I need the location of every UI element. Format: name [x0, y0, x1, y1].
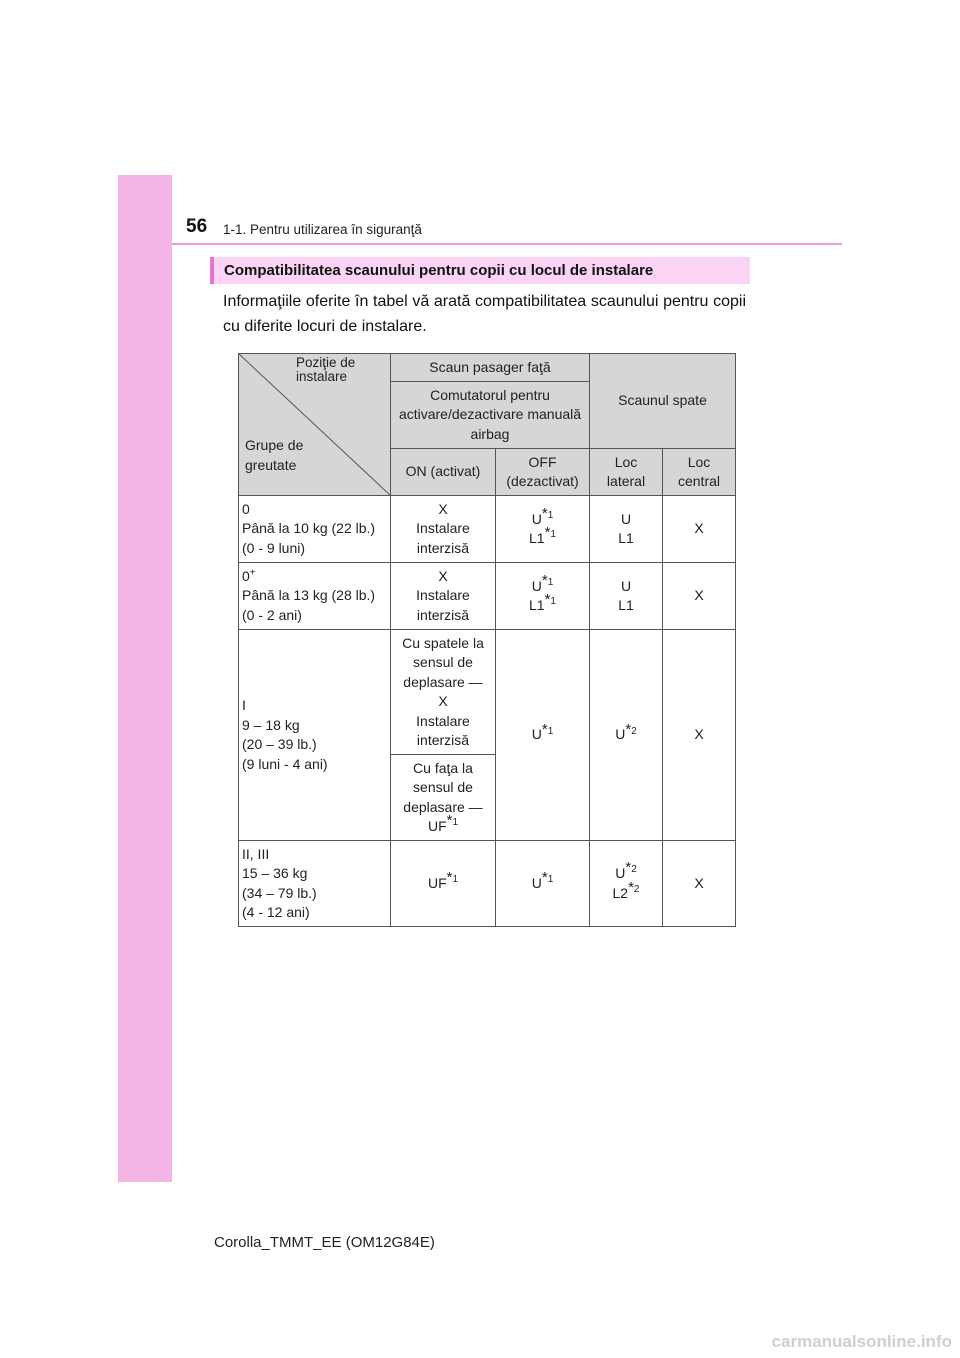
off-cell: $U^{*1}$ L1$^{*1}$: [496, 563, 590, 630]
on-forward-facing-cell: Cu faţa la sensul de deplasare — UF$^{*1}$: [391, 755, 496, 841]
table-row: [239, 563, 736, 630]
table-row: [239, 496, 736, 563]
header-divider: [172, 243, 842, 245]
group-cell: 0+ Până la 13 kg (28 lb.) (0 - 2 ani): [239, 563, 391, 630]
front-seat-header: Scaun pasager faţă: [391, 354, 590, 382]
off-cell: $U^{*1}$: [496, 630, 590, 841]
center-cell: X: [663, 563, 736, 630]
compatibility-table: [238, 353, 736, 927]
airbag-switch-header: Comutatorul pentru activare/dezactivare manuală airbag: [391, 382, 590, 449]
section-heading: Compatibilitatea scaunului pentru copii cu locul de instalare: [210, 257, 750, 284]
center-cell: X: [663, 841, 736, 927]
on-header: ON (activat): [391, 449, 496, 496]
group-cell: I 9 – 18 kg (20 – 39 lb.) (9 luni - 4 ani): [239, 630, 391, 841]
footer-model: Corolla_TMMT_EE (OM12G84E): [214, 1234, 435, 1251]
chapter-tab: [118, 175, 172, 1182]
on-cell: X Instalare interzisă: [391, 563, 496, 630]
off-cell: $U^{*1}$: [496, 841, 590, 927]
chapter-title: 1-1. Pentru utilizarea în siguranţă: [223, 222, 422, 237]
side-cell: U L1: [590, 496, 663, 563]
side-cell: $U^{*2}$ L2$^{*2}$: [590, 841, 663, 927]
table-corner-cell: [239, 354, 391, 496]
center-cell: X: [663, 496, 736, 563]
center-seat-header: Loc central: [663, 449, 736, 496]
center-cell: X: [663, 630, 736, 841]
table-row: [239, 841, 736, 927]
group-cell: 0 Până la 10 kg (22 lb.) (0 - 9 luni): [239, 496, 391, 563]
side-cell: U L1: [590, 563, 663, 630]
side-cell: $U^{*2}$: [590, 630, 663, 841]
rear-seat-header: Scaunul spate: [590, 354, 736, 449]
intro-paragraph: Informaţiile oferite în tabel vă arată compatibilitatea scaunului pentru copii cu diferite locuri de instalare.: [223, 293, 746, 335]
off-header: OFF (dezactivat): [496, 449, 590, 496]
watermark: carmanualsonline.info: [771, 1332, 952, 1351]
group-cell: II, III 15 – 36 kg (34 – 79 lb.) (4 - 12 ani): [239, 841, 391, 927]
corner-position-label: Poziţie de instalare: [296, 355, 356, 384]
on-cell: UF$^{*1}$: [391, 841, 496, 927]
corner-group-label: Grupe de greutate: [245, 437, 304, 473]
page-number: 56: [186, 216, 208, 237]
on-rear-facing-cell: Cu spatele la sensul de deplasare — X Instalare interzisă: [391, 630, 496, 755]
on-cell: X Instalare interzisă: [391, 496, 496, 563]
table-row: [239, 630, 736, 755]
side-seat-header: Loc lateral: [590, 449, 663, 496]
off-cell: $U^{*1}$ L1$^{*1}$: [496, 496, 590, 563]
